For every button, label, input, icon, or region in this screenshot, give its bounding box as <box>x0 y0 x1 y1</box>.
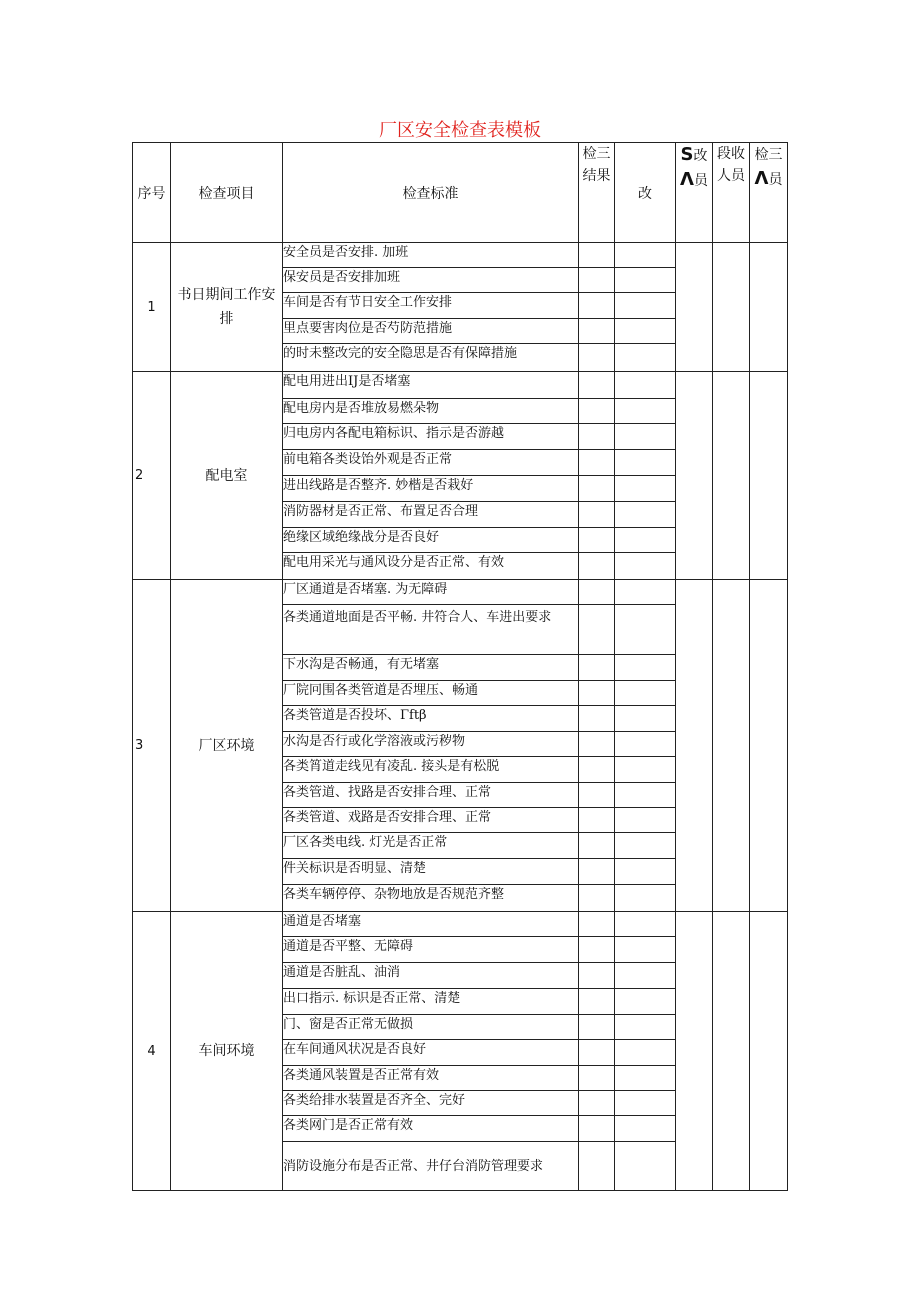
rectify-cell[interactable] <box>615 243 676 268</box>
rectify-cell[interactable] <box>615 528 676 553</box>
check-standard: 归电房内各配电箱标识、指示是否游越 <box>283 424 579 450</box>
result-cell[interactable] <box>579 1142 615 1191</box>
acceptor-cell[interactable] <box>713 912 750 1191</box>
rectify-cell[interactable] <box>615 399 676 424</box>
check-standard: 各类筲道走线见有凌乱. 接头是有松脱 <box>283 757 579 783</box>
rectify-cell[interactable] <box>615 1091 676 1116</box>
result-cell[interactable] <box>579 293 615 319</box>
rectify-cell[interactable] <box>615 681 676 706</box>
result-cell[interactable] <box>579 243 615 268</box>
section-seq: 4 <box>133 912 171 1191</box>
result-cell[interactable] <box>579 989 615 1015</box>
check-standard: 在车间通风状况是否良好 <box>283 1040 579 1066</box>
rectify-cell[interactable] <box>615 757 676 783</box>
check-standard: 各类网门是否正常有效 <box>283 1116 579 1142</box>
check-standard: 安全员是否安排. 加班 <box>283 243 579 268</box>
result-cell[interactable] <box>579 528 615 553</box>
rectify-cell[interactable] <box>615 885 676 912</box>
result-cell[interactable] <box>579 833 615 859</box>
section-seq: 3 <box>133 580 171 912</box>
check-standard: 厂区各类电线. 灯光是否正常 <box>283 833 579 859</box>
table-row <box>133 372 788 399</box>
result-cell[interactable] <box>579 580 615 605</box>
acceptor-cell[interactable] <box>713 580 750 912</box>
inspection-table <box>132 142 788 1191</box>
rectify-cell[interactable] <box>615 580 676 605</box>
rectify-person-cell[interactable] <box>676 912 713 1191</box>
section-item: 书日期间工作安排 <box>171 243 283 372</box>
check-standard: 进出线路是否整齐. 妙楷是否栽好 <box>283 476 579 502</box>
check-standard: 各类管道、找路是否安排合理、正常 <box>283 783 579 808</box>
check-standard: 件关标识是否明显、清楚 <box>283 859 579 885</box>
check-standard: 通道是否平整、无障碍 <box>283 937 579 963</box>
result-cell[interactable] <box>579 706 615 732</box>
header-inspector-text-b: 员 <box>768 172 783 188</box>
rectify-cell[interactable] <box>615 963 676 989</box>
check-standard: 配电用采光与通风设分是否正常、有效 <box>283 553 579 580</box>
result-cell[interactable] <box>579 808 615 833</box>
rectify-cell[interactable] <box>615 502 676 528</box>
section-item: 厂区环境 <box>171 580 283 912</box>
rectify-cell[interactable] <box>615 706 676 732</box>
rectify-cell[interactable] <box>615 372 676 399</box>
rectify-person-cell[interactable] <box>676 372 713 580</box>
rectify-cell[interactable] <box>615 1040 676 1066</box>
result-cell[interactable] <box>579 605 615 655</box>
header-result: 检三 结果 <box>579 143 615 243</box>
check-standard: 的时未整改完的安全隐思是否有保障措施 <box>283 344 579 372</box>
check-standard: 前电箱各类设饴外观是否正常 <box>283 450 579 476</box>
rectify-cell[interactable] <box>615 268 676 293</box>
result-cell[interactable] <box>579 476 615 502</box>
check-standard: 消防设施分布是否正常、井仔台消防管理要求 <box>283 1142 579 1191</box>
result-cell[interactable] <box>579 681 615 706</box>
rectify-cell[interactable] <box>615 293 676 319</box>
check-standard: 各类管道是否投坏、Γftβ <box>283 706 579 732</box>
result-cell[interactable] <box>579 885 615 912</box>
table-row <box>133 243 788 268</box>
section-item: 配电室 <box>171 372 283 580</box>
table-row <box>133 580 788 605</box>
check-standard: 厂院冋围各类管道是否埋压、畅通 <box>283 681 579 706</box>
inspector-cell[interactable] <box>750 912 788 1191</box>
result-cell[interactable] <box>579 450 615 476</box>
header-rectify-person-mark: S <box>680 144 694 165</box>
result-cell[interactable] <box>579 424 615 450</box>
inspector-cell[interactable] <box>750 243 788 372</box>
result-cell[interactable] <box>579 502 615 528</box>
result-cell[interactable] <box>579 1066 615 1091</box>
check-standard: 下水沟是否畅通，有无堵塞 <box>283 655 579 681</box>
check-standard: 水沟是否行或化学溶液或污秽物 <box>283 732 579 757</box>
result-cell[interactable] <box>579 344 615 372</box>
check-standard: 消防器材是否正常、布置足否合理 <box>283 502 579 528</box>
rectify-cell[interactable] <box>615 1116 676 1142</box>
check-standard: 各类通风装置是否正常有效 <box>283 1066 579 1091</box>
check-standard: 出口指示. 标识是否正常、清楚 <box>283 989 579 1015</box>
rectify-cell[interactable] <box>615 655 676 681</box>
rectify-person-cell[interactable] <box>676 580 713 912</box>
header-acceptor: 段收 人员 <box>713 143 750 243</box>
check-standard: 里点要害肉位是否芍防范措施 <box>283 319 579 344</box>
header-seq: 序号 <box>133 143 171 243</box>
rectify-cell[interactable] <box>615 989 676 1015</box>
result-cell[interactable] <box>579 937 615 963</box>
check-standard: 通道是否堵塞 <box>283 912 579 937</box>
header-inspector <box>750 143 788 243</box>
check-standard: 厂区通道是否堵塞. 为无障碍 <box>283 580 579 605</box>
result-cell[interactable] <box>579 268 615 293</box>
result-cell[interactable] <box>579 399 615 424</box>
rectify-cell[interactable] <box>615 732 676 757</box>
header-rectify: 改 <box>615 143 676 243</box>
rectify-cell[interactable] <box>615 476 676 502</box>
result-cell[interactable] <box>579 912 615 937</box>
result-cell[interactable] <box>579 655 615 681</box>
result-cell[interactable] <box>579 732 615 757</box>
rectify-cell[interactable] <box>615 424 676 450</box>
acceptor-cell[interactable] <box>713 243 750 372</box>
header-rectify-person <box>676 143 713 243</box>
rectify-person-cell[interactable] <box>676 243 713 372</box>
check-standard: 各类通道地面是否平畅. 井符合人、车进出要求 <box>283 605 579 655</box>
check-standard: 各类车辆停停、杂物地放是否规范齐整 <box>283 885 579 912</box>
check-standard: 各类给排水装置是否齐全、完好 <box>283 1091 579 1116</box>
header-rectify-person-mark2: Λ <box>680 169 694 190</box>
table-row <box>133 912 788 937</box>
check-standard: 各类管道、戏路是否安排合理、正常 <box>283 808 579 833</box>
header-inspector-mark: Λ <box>754 168 769 189</box>
rectify-cell[interactable] <box>615 937 676 963</box>
rectify-cell[interactable] <box>615 912 676 937</box>
rectify-cell[interactable] <box>615 783 676 808</box>
result-cell[interactable] <box>579 553 615 580</box>
header-standard: 检查标准 <box>283 143 579 243</box>
check-standard: 绝缘区域绝缘战分是否良好 <box>283 528 579 553</box>
result-cell[interactable] <box>579 757 615 783</box>
result-cell[interactable] <box>579 963 615 989</box>
check-standard: 车间是否有节日安全工作安排 <box>283 293 579 319</box>
result-cell[interactable] <box>579 783 615 808</box>
rectify-cell[interactable] <box>615 859 676 885</box>
section-seq: 2 <box>133 372 171 580</box>
rectify-cell[interactable] <box>615 808 676 833</box>
result-cell[interactable] <box>579 1116 615 1142</box>
result-cell[interactable] <box>579 859 615 885</box>
result-cell[interactable] <box>579 372 615 399</box>
check-standard: 配电用进出IJ是否堵塞 <box>283 372 579 399</box>
rectify-cell[interactable] <box>615 833 676 859</box>
inspector-cell[interactable] <box>750 372 788 580</box>
rectify-cell[interactable] <box>615 450 676 476</box>
header-inspector-text-a: 检三 <box>754 147 783 163</box>
header-rectify-person-text-a: 改 <box>693 148 708 164</box>
header-row <box>133 143 788 243</box>
result-cell[interactable] <box>579 1091 615 1116</box>
check-standard: 配电房内是否堆放易燃朵物 <box>283 399 579 424</box>
section-seq: 1 <box>133 243 171 372</box>
rectify-cell[interactable] <box>615 1066 676 1091</box>
section-item: 车间环境 <box>171 912 283 1191</box>
rectify-cell[interactable] <box>615 553 676 580</box>
rectify-cell[interactable] <box>615 319 676 344</box>
result-cell[interactable] <box>579 1015 615 1040</box>
acceptor-cell[interactable] <box>713 372 750 580</box>
result-cell[interactable] <box>579 319 615 344</box>
check-standard: 通道是否脏乱、油消 <box>283 963 579 989</box>
result-cell[interactable] <box>579 1040 615 1066</box>
header-item: 检查项目 <box>171 143 283 243</box>
rectify-cell[interactable] <box>615 605 676 655</box>
check-standard: 保安员是否安排加班 <box>283 268 579 293</box>
rectify-cell[interactable] <box>615 1142 676 1191</box>
inspector-cell[interactable] <box>750 580 788 912</box>
rectify-cell[interactable] <box>615 1015 676 1040</box>
header-rectify-person-text-b: 员 <box>693 173 708 189</box>
rectify-cell[interactable] <box>615 344 676 372</box>
check-standard: 门、窗是否正常无做损 <box>283 1015 579 1040</box>
document-title: 厂区安全检查表模板 <box>379 120 541 141</box>
